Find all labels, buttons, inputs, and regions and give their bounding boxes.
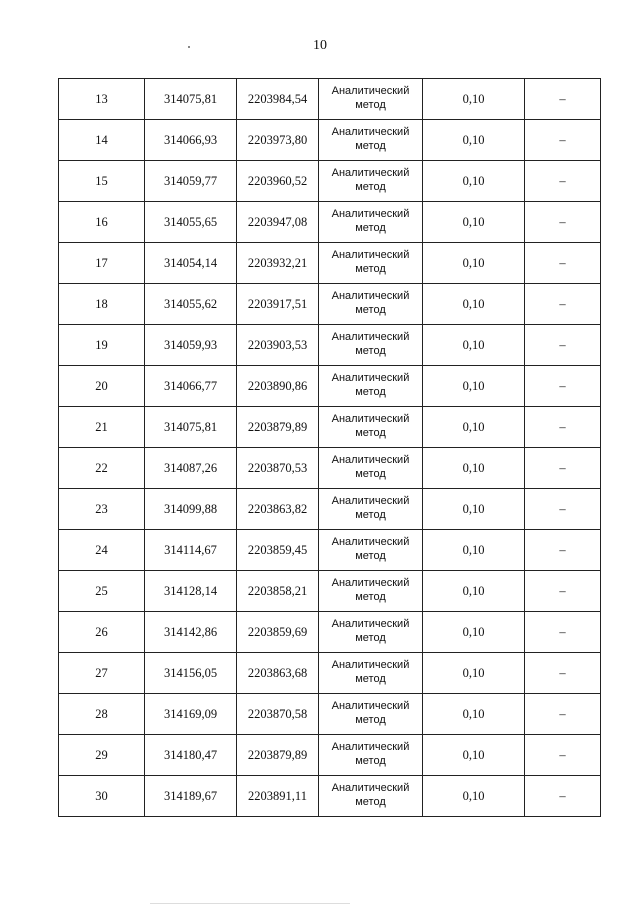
method-text: Аналитический	[331, 741, 410, 754]
method-text: метод	[355, 181, 386, 193]
x-coordinate-cell: 314075,81	[145, 407, 237, 448]
method-cell	[319, 489, 423, 530]
method-text: метод	[355, 509, 386, 521]
y-coordinate-cell: 2203859,45	[237, 530, 319, 571]
point-number-cell: 28	[59, 694, 145, 735]
point-number-cell: 22	[59, 448, 145, 489]
y-coordinate-cell: 2203870,53	[237, 448, 319, 489]
x-coordinate-cell: 314099,88	[145, 489, 237, 530]
method-text: Аналитический	[331, 700, 410, 713]
note-cell: –	[525, 120, 601, 161]
y-coordinate-cell: 2203863,82	[237, 489, 319, 530]
method-text: метод	[355, 591, 386, 603]
method-text: Аналитический	[331, 126, 410, 139]
note-cell: –	[525, 448, 601, 489]
method-cell	[319, 284, 423, 325]
x-coordinate-cell: 314059,93	[145, 325, 237, 366]
table-row	[59, 735, 601, 776]
table-row	[59, 448, 601, 489]
y-coordinate-cell: 2203891,11	[237, 776, 319, 817]
note-cell: –	[525, 571, 601, 612]
point-number-cell: 26	[59, 612, 145, 653]
point-number-cell: 25	[59, 571, 145, 612]
error-cell: 0,10	[423, 530, 525, 571]
error-cell: 0,10	[423, 120, 525, 161]
note-cell: –	[525, 243, 601, 284]
error-cell: 0,10	[423, 735, 525, 776]
method-text: метод	[355, 468, 386, 480]
x-coordinate-cell: 314055,62	[145, 284, 237, 325]
y-coordinate-cell: 2203879,89	[237, 735, 319, 776]
error-cell: 0,10	[423, 489, 525, 530]
y-coordinate-cell: 2203903,53	[237, 325, 319, 366]
error-cell: 0,10	[423, 612, 525, 653]
method-cell	[319, 612, 423, 653]
y-coordinate-cell: 2203960,52	[237, 161, 319, 202]
table-row	[59, 489, 601, 530]
point-number-cell: 13	[59, 79, 145, 120]
table-row	[59, 407, 601, 448]
footer-divider	[150, 903, 350, 904]
method-text: Аналитический	[331, 208, 410, 221]
error-cell: 0,10	[423, 161, 525, 202]
x-coordinate-cell: 314142,86	[145, 612, 237, 653]
table-row	[59, 530, 601, 571]
table-row	[59, 776, 601, 817]
x-coordinate-cell: 314189,67	[145, 776, 237, 817]
x-coordinate-cell: 314055,65	[145, 202, 237, 243]
error-cell: 0,10	[423, 776, 525, 817]
point-number-cell: 29	[59, 735, 145, 776]
y-coordinate-cell: 2203917,51	[237, 284, 319, 325]
error-cell: 0,10	[423, 448, 525, 489]
x-coordinate-cell: 314128,14	[145, 571, 237, 612]
note-cell: –	[525, 776, 601, 817]
method-cell	[319, 120, 423, 161]
table-row	[59, 120, 601, 161]
note-cell: –	[525, 735, 601, 776]
method-text: метод	[355, 632, 386, 644]
method-text: Аналитический	[331, 372, 410, 385]
method-text: Аналитический	[331, 290, 410, 303]
x-coordinate-cell: 314066,93	[145, 120, 237, 161]
method-text: Аналитический	[331, 454, 410, 467]
error-cell: 0,10	[423, 366, 525, 407]
y-coordinate-cell: 2203984,54	[237, 79, 319, 120]
error-cell: 0,10	[423, 407, 525, 448]
method-text: метод	[355, 304, 386, 316]
error-cell: 0,10	[423, 243, 525, 284]
y-coordinate-cell: 2203859,69	[237, 612, 319, 653]
table-row	[59, 571, 601, 612]
method-cell	[319, 776, 423, 817]
point-number-cell: 16	[59, 202, 145, 243]
note-cell: –	[525, 325, 601, 366]
note-cell: –	[525, 161, 601, 202]
method-text: метод	[355, 714, 386, 726]
point-number-cell: 15	[59, 161, 145, 202]
table-row	[59, 161, 601, 202]
point-number-cell: 20	[59, 366, 145, 407]
method-text: метод	[355, 263, 386, 275]
point-number-cell: 17	[59, 243, 145, 284]
method-text: Аналитический	[331, 782, 410, 795]
point-number-cell: 21	[59, 407, 145, 448]
note-cell: –	[525, 79, 601, 120]
x-coordinate-cell: 314180,47	[145, 735, 237, 776]
x-coordinate-cell: 314075,81	[145, 79, 237, 120]
note-cell: –	[525, 366, 601, 407]
method-text: метод	[355, 386, 386, 398]
method-cell	[319, 79, 423, 120]
x-coordinate-cell: 314054,14	[145, 243, 237, 284]
method-cell	[319, 325, 423, 366]
method-cell	[319, 243, 423, 284]
note-cell: –	[525, 407, 601, 448]
method-text: Аналитический	[331, 167, 410, 180]
page-number: 10	[313, 38, 327, 53]
x-coordinate-cell: 314169,09	[145, 694, 237, 735]
method-text: Аналитический	[331, 495, 410, 508]
method-cell	[319, 448, 423, 489]
method-text: Аналитический	[331, 577, 410, 590]
note-cell: –	[525, 612, 601, 653]
y-coordinate-cell: 2203947,08	[237, 202, 319, 243]
y-coordinate-cell: 2203890,86	[237, 366, 319, 407]
error-cell: 0,10	[423, 325, 525, 366]
error-cell: 0,10	[423, 571, 525, 612]
table-body	[59, 79, 601, 817]
error-cell: 0,10	[423, 694, 525, 735]
point-number-cell: 24	[59, 530, 145, 571]
table-row	[59, 612, 601, 653]
table-row	[59, 284, 601, 325]
method-cell	[319, 694, 423, 735]
y-coordinate-cell: 2203932,21	[237, 243, 319, 284]
note-cell: –	[525, 284, 601, 325]
error-cell: 0,10	[423, 653, 525, 694]
table-row	[59, 653, 601, 694]
method-text: метод	[355, 99, 386, 111]
note-cell: –	[525, 694, 601, 735]
method-text: Аналитический	[331, 618, 410, 631]
method-text: метод	[355, 550, 386, 562]
method-text: Аналитический	[331, 249, 410, 262]
note-cell: –	[525, 653, 601, 694]
error-cell: 0,10	[423, 284, 525, 325]
error-cell: 0,10	[423, 79, 525, 120]
x-coordinate-cell: 314059,77	[145, 161, 237, 202]
method-cell	[319, 161, 423, 202]
y-coordinate-cell: 2203879,89	[237, 407, 319, 448]
x-coordinate-cell: 314156,05	[145, 653, 237, 694]
y-coordinate-cell: 2203863,68	[237, 653, 319, 694]
point-number-cell: 27	[59, 653, 145, 694]
method-text: Аналитический	[331, 536, 410, 549]
x-coordinate-cell: 314066,77	[145, 366, 237, 407]
method-text: Аналитический	[331, 413, 410, 426]
x-coordinate-cell: 314087,26	[145, 448, 237, 489]
point-number-cell: 30	[59, 776, 145, 817]
method-cell	[319, 407, 423, 448]
method-text: Аналитический	[331, 331, 410, 344]
method-text: метод	[355, 345, 386, 357]
method-text: метод	[355, 673, 386, 685]
method-text: метод	[355, 755, 386, 767]
method-cell	[319, 366, 423, 407]
method-cell	[319, 202, 423, 243]
x-coordinate-cell: 314114,67	[145, 530, 237, 571]
method-text: метод	[355, 222, 386, 234]
method-cell	[319, 571, 423, 612]
y-coordinate-cell: 2203870,58	[237, 694, 319, 735]
method-text: Аналитический	[331, 85, 410, 98]
note-cell: –	[525, 202, 601, 243]
point-number-cell: 19	[59, 325, 145, 366]
point-number-cell: 18	[59, 284, 145, 325]
table-row	[59, 79, 601, 120]
method-text: Аналитический	[331, 659, 410, 672]
method-text: метод	[355, 427, 386, 439]
method-cell	[319, 530, 423, 571]
coordinates-table	[58, 78, 601, 817]
point-number-cell: 23	[59, 489, 145, 530]
note-cell: –	[525, 489, 601, 530]
table-row	[59, 243, 601, 284]
method-text: метод	[355, 140, 386, 152]
scan-speck	[188, 46, 190, 48]
table-row	[59, 366, 601, 407]
note-cell: –	[525, 530, 601, 571]
method-cell	[319, 653, 423, 694]
point-number-cell: 14	[59, 120, 145, 161]
error-cell: 0,10	[423, 202, 525, 243]
y-coordinate-cell: 2203858,21	[237, 571, 319, 612]
table-row	[59, 202, 601, 243]
table-row	[59, 325, 601, 366]
table-row	[59, 694, 601, 735]
y-coordinate-cell: 2203973,80	[237, 120, 319, 161]
method-cell	[319, 735, 423, 776]
method-text: метод	[355, 796, 386, 808]
